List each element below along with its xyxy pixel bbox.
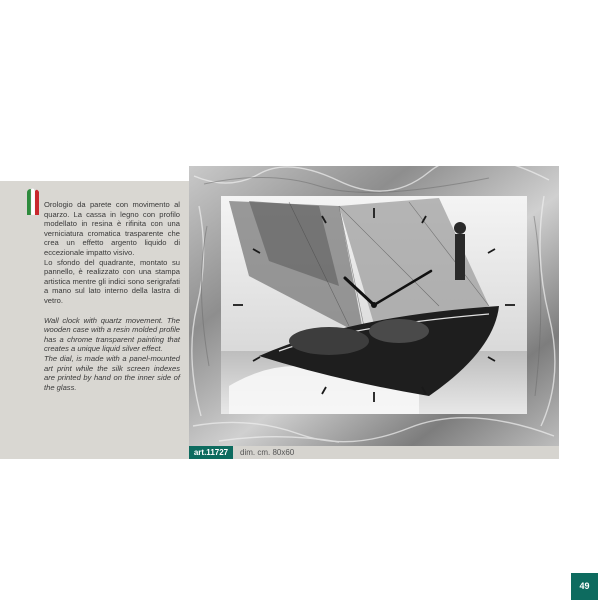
description-italian-1: Orologio da parete con movimento al quarzo. La cassa in legno con profilo modellato in resina è rifinita con una verniciatura cromatica trasparente che crea un effetto argento liquido di eccezionale impatto visivo. — [44, 200, 180, 257]
description-english-1: Wall clock with quartz movement. The wooden case with a resin molded profile has a chrome transparent painting that creates a unique liquid silver effect. — [44, 315, 180, 354]
description-english-2: The dial, is made with a panel-mounted art print while the silk screen indexes are printed by hand on the inner side of the glass. — [44, 353, 180, 392]
product-description — [44, 200, 180, 392]
product-dimensions: dim. cm. 80x60 — [240, 448, 295, 457]
italian-flag-icon — [25, 187, 39, 215]
article-number-badge: art.11727 — [189, 446, 233, 459]
description-italian-2: Lo sfondo del quadrante, montato su pannello, è realizzato con una stampa artistica mentre gli indici sono serigrafati a mano sul lato interno della lastra di vetro. — [44, 257, 180, 305]
clock-product-image — [189, 166, 559, 446]
page-number: 49 — [571, 573, 598, 600]
